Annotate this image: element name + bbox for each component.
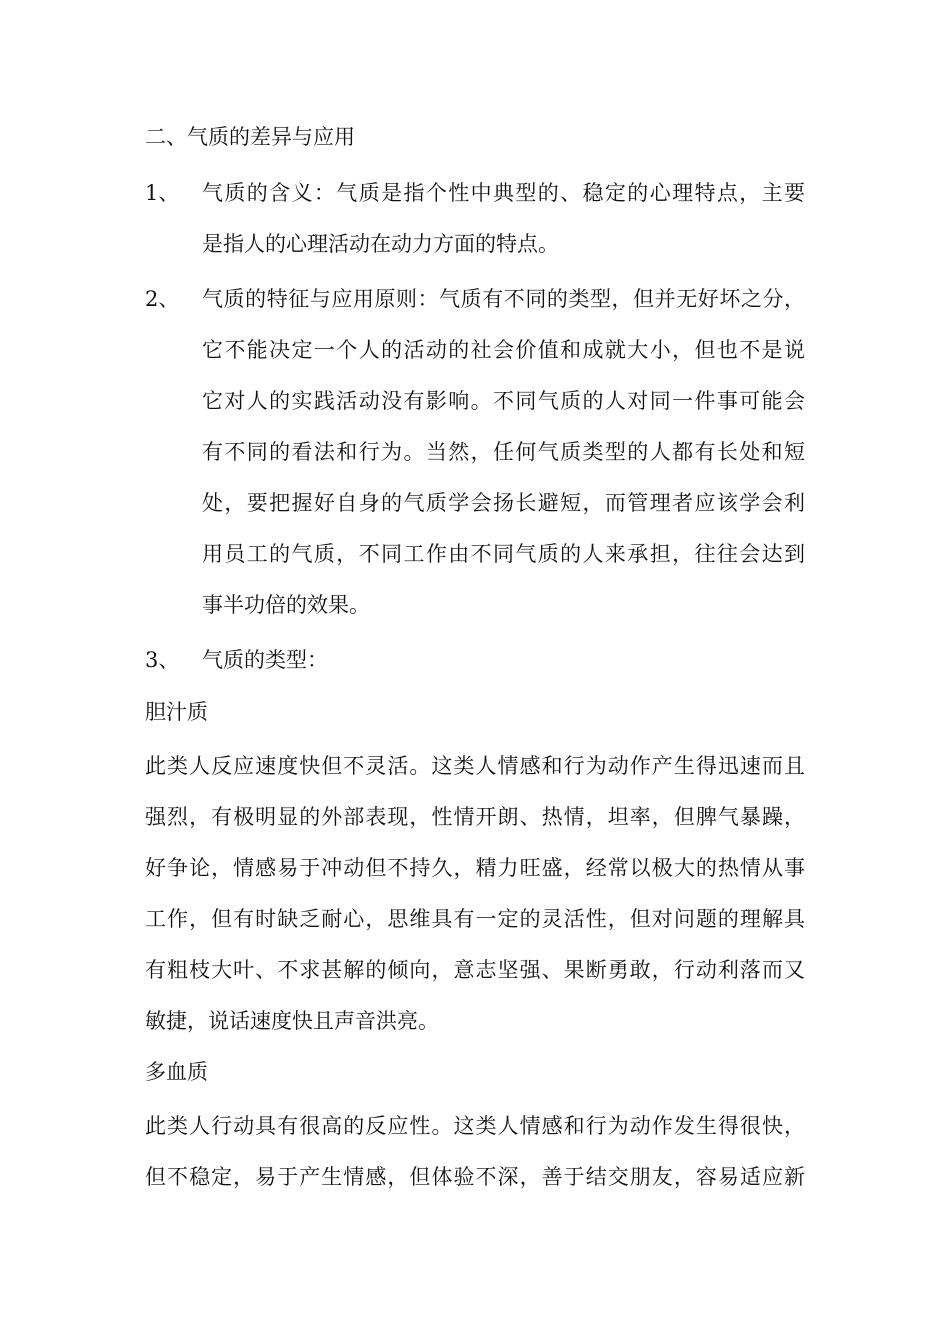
type-1-paragraph-line: 但不稳定，易于产生情感，但体验不深，善于结交朋友，容易适应新 bbox=[145, 1165, 805, 1189]
item-2-line: 事半功倍的效果。 bbox=[202, 593, 370, 617]
item-number-2: 2、 bbox=[145, 287, 180, 311]
type-0-paragraph-line: 工作，但有时缺乏耐心，思维具有一定的灵活性，但对问题的理解具 bbox=[145, 907, 805, 931]
item-2-line: 有不同的看法和行为。当然，任何气质类型的人都有长处和短 bbox=[202, 440, 805, 464]
type-1-paragraph-line: 此类人行动具有很高的反应性。这类人情感和行为动作发生得很快， bbox=[145, 1114, 805, 1138]
item-2-line: 用员工的气质，不同工作由不同气质的人来承担，往往会达到 bbox=[202, 542, 805, 566]
type-heading-choleric: 胆汁质 bbox=[145, 700, 208, 724]
item-3-line: 气质的类型： bbox=[202, 648, 328, 672]
type-0-paragraph-line: 敏捷，说话速度快且声音洪亮。 bbox=[145, 1009, 439, 1033]
type-0-paragraph-line: 强烈，有极明显的外部表现，性情开朗、热情，坦率，但脾气暴躁， bbox=[145, 805, 805, 829]
item-2-line: 它不能决定一个人的活动的社会价值和成就大小，但也不是说 bbox=[202, 338, 805, 362]
item-number-3: 3、 bbox=[145, 648, 180, 672]
item-number-1: 1、 bbox=[145, 181, 180, 205]
item-2-line: 它对人的实践活动没有影响。不同气质的人对同一件事可能会 bbox=[202, 389, 805, 413]
type-heading-sanguine: 多血质 bbox=[145, 1060, 208, 1084]
section-title: 二、气质的差异与应用 bbox=[145, 125, 355, 149]
item-2-line: 处，要把握好自身的气质学会扬长避短，而管理者应该学会利 bbox=[202, 491, 805, 515]
item-1-line: 是指人的心理活动在动力方面的特点。 bbox=[202, 232, 559, 256]
item-1-line: 气质的含义：气质是指个性中典型的、稳定的心理特点，主要 bbox=[202, 181, 805, 205]
type-0-paragraph-line: 有粗枝大叶、不求甚解的倾向，意志坚强、果断勇敢，行动利落而又 bbox=[145, 958, 805, 982]
type-0-paragraph-line: 好争论，情感易于冲动但不持久，精力旺盛，经常以极大的热情从事 bbox=[145, 856, 805, 880]
item-2-line: 气质的特征与应用原则：气质有不同的类型，但并无好坏之分， bbox=[202, 287, 805, 311]
type-0-paragraph-line: 此类人反应速度快但不灵活。这类人情感和行为动作产生得迅速而且 bbox=[145, 754, 805, 778]
